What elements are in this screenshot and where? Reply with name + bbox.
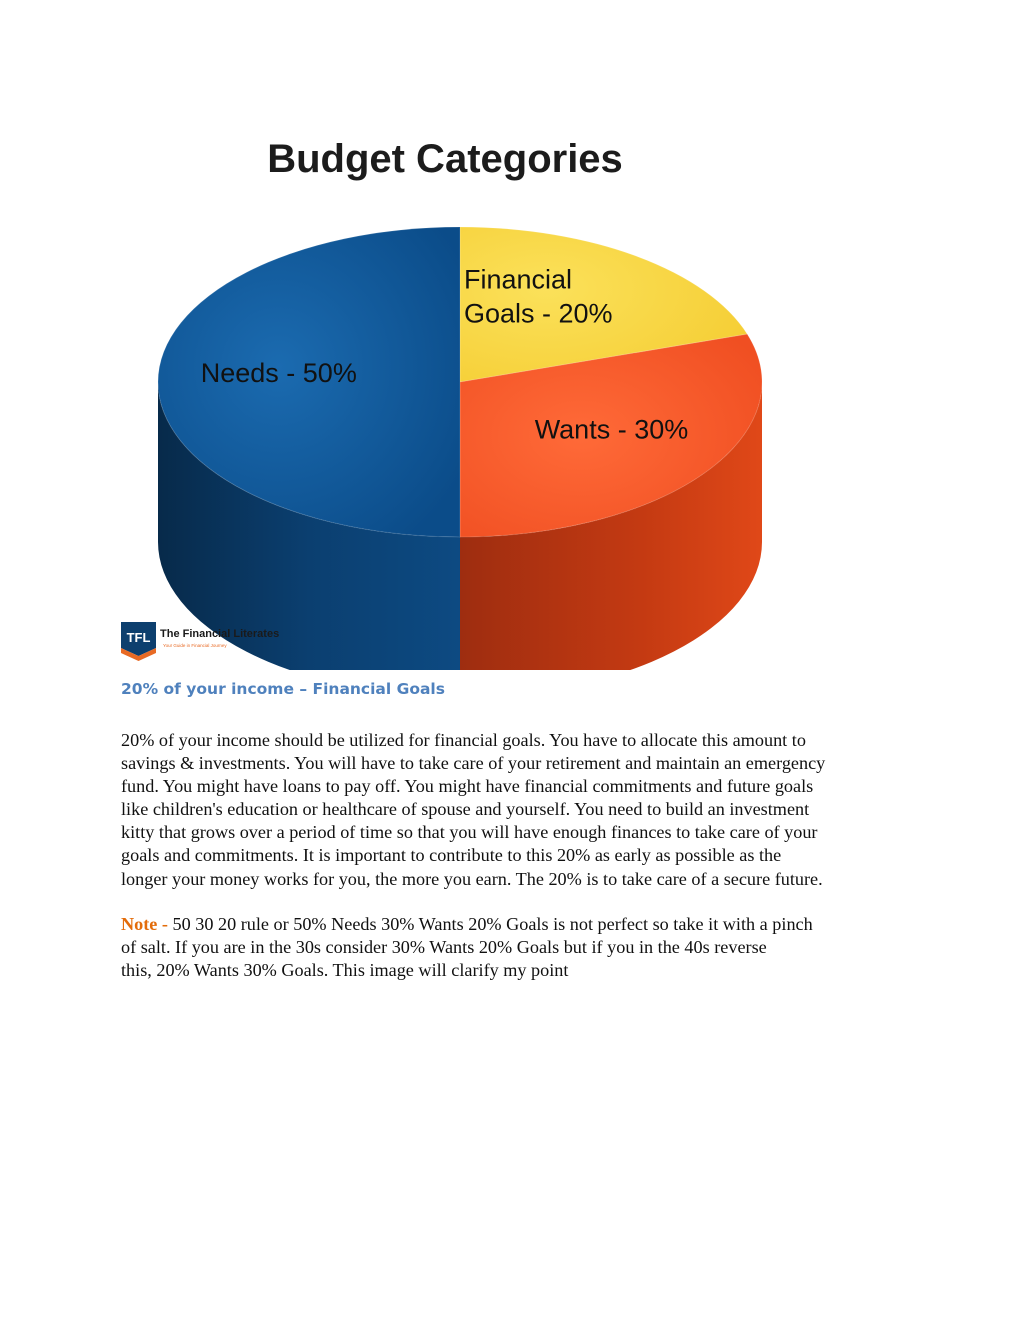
note-paragraph: [121, 913, 911, 982]
note-label: Note -: [121, 914, 168, 934]
body-line: savings & investments. You will have to take care of your retirement and maintain an emergency: [121, 753, 826, 774]
body-line: like children's education or healthcare of spouse and yourself. You need to build an investment: [121, 799, 810, 820]
budget-pie-chart: [115, 110, 775, 670]
body-line: kitty that grows over a period of time so that you will have enough finances to take care of your: [121, 822, 818, 843]
budget-pie-figure: [115, 110, 775, 670]
pie-label-needs: Needs - 50%: [200, 358, 357, 388]
note-line: of salt. If you are in the 30s consider 30% Wants 20% Goals but if you in the 40s reverse: [121, 937, 767, 958]
tfl-logo-tagline: Your Guide in Financial Journey: [163, 643, 227, 648]
note-line: 50 30 20 rule or 50% Needs 30% Wants 20% Goals is not perfect so take it with a pinch: [167, 914, 813, 934]
pie-label-wants: Wants - 30%: [534, 414, 689, 445]
pie-label-goals: Financial Goals - 20%: [464, 264, 613, 329]
chart-title: Budget Categories: [267, 137, 623, 181]
body-line: 20% of your income should be utilized for financial goals. You have to allocate this amount to: [121, 730, 806, 750]
tfl-logo-mark: TFL: [126, 630, 151, 645]
body-line: goals and commitments. It is important to contribute to this 20% as early as possible as the: [121, 845, 782, 866]
body-line: longer your money works for you, the more you earn. The 20% is to take care of a secure future.: [121, 868, 823, 889]
section-heading: 20% of your income – Financial Goals: [121, 680, 445, 698]
note-line: this, 20% Wants 30% Goals. This image will clarify my point: [121, 960, 569, 981]
tfl-logo-name: The Financial Literates: [160, 628, 280, 640]
body-line: fund. You might have loans to pay off. You might have financial commitments and future goals: [121, 776, 814, 797]
body-paragraph: [121, 729, 911, 891]
